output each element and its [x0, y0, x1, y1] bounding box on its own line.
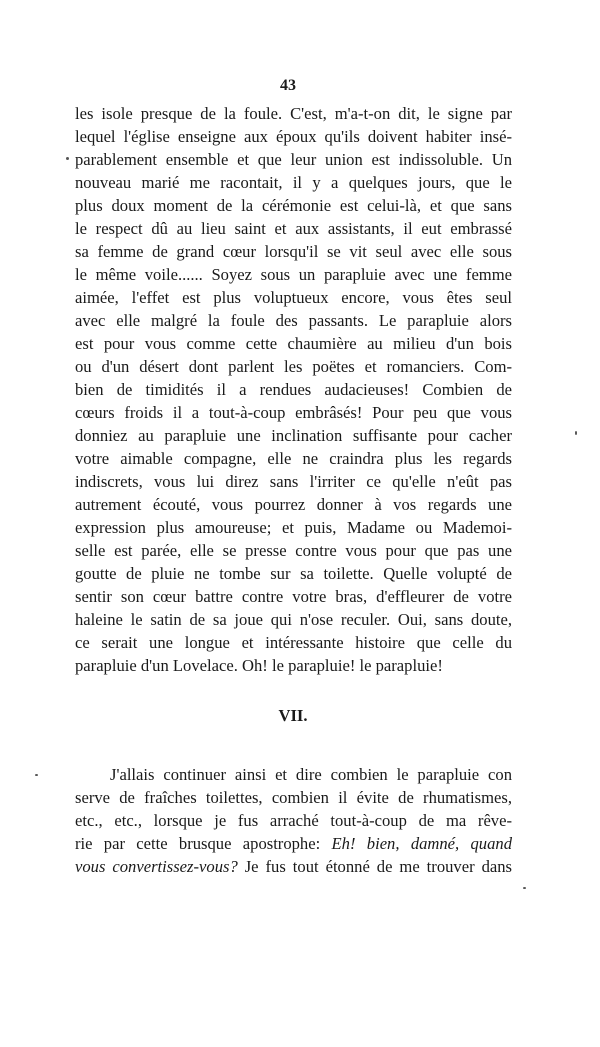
text-line: est pour vous comme cette chaumière au milieu d'un bois	[75, 334, 512, 353]
section-heading: VII.	[278, 706, 308, 725]
text-line: expression plus amoureuse; et puis, Madame ou Mademoi-	[75, 518, 512, 537]
text-line: selle est parée, elle se presse contre vous pour que pas une	[75, 541, 512, 560]
text-line: goutte de pluie ne tombe sur sa toilette. Quelle volupté de	[75, 564, 512, 583]
text-line	[75, 834, 512, 856]
scan-speck	[575, 431, 577, 435]
text-line: nouveau marié me racontait, il y a quelques jours, que le	[75, 173, 512, 192]
text-line: cœurs froids il a tout-à-coup embrâsés! Pour peu que vous	[75, 403, 512, 422]
page-number: 43	[280, 77, 296, 94]
text-line	[75, 857, 512, 879]
text-line: sentir son cœur battre contre votre bras, d'effleurer de votre	[75, 587, 512, 606]
text-roman: rie par cette brusque apostrophe:	[75, 834, 332, 853]
text-line: autrement écouté, vous pourrez donner à vos regards une	[75, 495, 512, 514]
text-line: haleine le satin de sa joue qui n'ose reculer. Oui, sans doute,	[75, 610, 512, 629]
text-line: donniez au parapluie une inclination suffisante pour cacher	[75, 426, 512, 445]
text-line: J'allais continuer ainsi et dire combien le parapluie con	[110, 765, 512, 784]
text-line: plus doux moment de la cérémonie est celui-là, et que sans	[75, 196, 512, 215]
text-line: aimée, l'effet est plus voluptueux encore, vous êtes seul	[75, 288, 512, 307]
text-line: le respect dû au lieu saint et aux assistants, il eut embrassé	[75, 219, 512, 238]
scan-speck	[66, 157, 69, 160]
text-line: etc., etc., lorsque je fus arraché tout-à-coup de ma rêve-	[75, 811, 512, 830]
text-line: lequel l'église enseigne aux époux qu'ils doivent habiter insé-	[75, 127, 512, 146]
text-line: indiscrets, vous lui direz sans l'irriter ce qu'elle n'eût pas	[75, 472, 512, 491]
scan-speck	[35, 774, 38, 776]
text-line: ce serait une longue et intéressante histoire que celle du	[75, 633, 512, 652]
text-line: votre aimable compagne, elle ne craindra plus les regards	[75, 449, 512, 468]
scan-speck	[523, 887, 526, 889]
text-roman: Je fus tout étonné de me trouver dans	[237, 857, 512, 876]
text-line: bien de timidités il a rendues audacieuses! Combien de	[75, 380, 512, 399]
text-line: parapluie d'un Lovelace. Oh! le parapluie! le parapluie!	[75, 656, 443, 675]
text-line: le même voile...... Soyez sous un parapluie avec une femme	[75, 265, 512, 284]
text-line: les isole presque de la foule. C'est, m'a-t-on dit, le signe par	[75, 104, 512, 123]
text-line: serve de fraîches toilettes, combien il évite de rhumatismes,	[75, 788, 512, 807]
text-italic: Eh! bien, damné, quand	[331, 834, 512, 853]
text-line: ou d'un désert dont parlent les poëtes et romanciers. Com-	[75, 357, 512, 376]
text-line: sa femme de grand cœur lorsqu'il se vit seul avec elle sous	[75, 242, 512, 261]
text-line: avec elle malgré la foule des passants. Le parapluie alors	[75, 311, 512, 330]
text-italic: vous convertissez-vous?	[75, 857, 238, 876]
text-line: parablement ensemble et que leur union est indissoluble. Un	[75, 150, 512, 169]
